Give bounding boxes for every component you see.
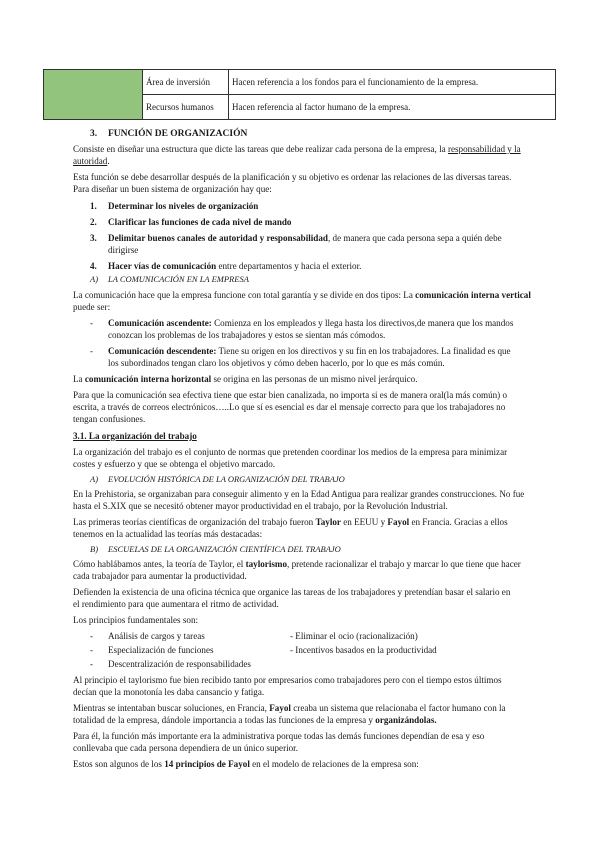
principle-item: Análisis de cargos y tareas bbox=[108, 631, 205, 641]
principle-item: - Incentivos basados en la productividad bbox=[290, 645, 437, 655]
paragraph-line: Para él, la función más importante era la administrativa porque todas las demás funciones dependían de esa y eso bbox=[73, 731, 485, 741]
text-span: en Francia. Gracias a ellos bbox=[411, 517, 508, 527]
step-number: 2. bbox=[90, 217, 97, 227]
step-number: 1. bbox=[90, 201, 97, 211]
paragraph-line: cada trabajador para aumentar la productividad. bbox=[73, 571, 247, 581]
paragraph-line bbox=[73, 290, 531, 301]
bullet-dash: - bbox=[90, 346, 93, 356]
paragraph-line: En la Prehistoria, se organizaban para conseguir alimento y en la Edad Antigua para realizar grandes construcciones. No fue bbox=[73, 489, 525, 499]
text-span: Comunicación ascendente: bbox=[108, 318, 212, 328]
text-span: , pretende racionalizar el trabajo y marcar lo que tiene que hacer bbox=[287, 559, 521, 569]
subheading: LA COMUNICACIÓN EN LA EMPRESA bbox=[108, 274, 249, 284]
text-span: Mientras se intentaban buscar soluciones, en Francia, bbox=[73, 703, 267, 713]
paragraph-line: Al principio el taylorismo fue bien recibido tanto por empresarios como trabajadores pero con el tiempo estos últimos bbox=[73, 675, 502, 685]
bullet-text bbox=[108, 318, 513, 329]
section-number: 3. bbox=[90, 129, 98, 139]
text-span: organizándolas. bbox=[375, 715, 437, 725]
text-span: en EEUU y bbox=[343, 517, 386, 527]
paragraph-line: el rendimiento para que aumentara el ritmo de actividad. bbox=[73, 599, 279, 609]
paragraph-line: decían que la monotonía les daba cansancio y fatiga. bbox=[73, 687, 265, 697]
text-span: Tiene su origen en los directivos y su fin en los trabajadores. La finalidad es que bbox=[216, 346, 511, 356]
text-span: La bbox=[73, 374, 83, 384]
bullet-text: los subordinados tengan claro los objetivos y cómo deben hacerlo, por lo que es más común. bbox=[108, 358, 445, 368]
subheading: EVOLUCIÓN HISTÓRICA DE LA ORGANIZACIÓN DEL TRABAJO bbox=[108, 474, 345, 484]
principle-item: Especialización de funciones bbox=[108, 645, 214, 655]
paragraph-line bbox=[73, 517, 508, 528]
text-span: Cómo hablábamos antes, la teoría de Taylor, el bbox=[73, 559, 244, 569]
paragraph-line: Esta función se debe desarrollar después de la planificación y su objetivo es ordenar las relaciones de las diversas tareas. bbox=[73, 172, 512, 182]
subheading-letter: A) bbox=[90, 474, 99, 484]
step-number: 3. bbox=[90, 233, 97, 243]
text-span: taylorismo bbox=[245, 559, 288, 569]
subheading-letter: B) bbox=[90, 544, 99, 554]
text-span: La comunicación hace que la empresa funcione con total garantía y se divide en dos tipos: La bbox=[73, 290, 413, 300]
paragraph-line: conllevaba que cada persona dependiera de un único superior. bbox=[73, 743, 298, 753]
text-span: autoridad bbox=[73, 156, 108, 166]
text-span: Las primeras teorías científicas de organización del trabajo fueron bbox=[73, 517, 314, 527]
table-cell-area: Recursos humanos bbox=[143, 95, 229, 120]
bullet-text bbox=[108, 346, 511, 357]
text-span: responsabilidad y la bbox=[447, 144, 521, 154]
text-span: , de manera que cada persona sepa a quién debe bbox=[327, 233, 502, 243]
text-span: Estos son algunos de los bbox=[73, 759, 162, 769]
text-span: Comunicación descendente: bbox=[108, 346, 217, 356]
paragraph-line: Para diseñar un buen sistema de organización hay que: bbox=[73, 184, 272, 194]
paragraph-line bbox=[73, 144, 521, 155]
subheading: ESCUELAS DE LA ORGANIZACIÓN CIENTÍFICA DEL TRABAJO bbox=[108, 544, 341, 554]
text-span: Delimitar buenos canales de autoridad y responsabilidad bbox=[108, 233, 328, 243]
text-span: se origina en las personas de un mismo nivel jerárquico. bbox=[213, 374, 418, 384]
text-span: Hacer vías de comunicación bbox=[108, 261, 217, 271]
paragraph-line: Defienden la existencia de una oficina técnica que organice las tareas de los trabajadores y pretendían basar el salario en bbox=[73, 587, 511, 597]
text-span: 14 principios de Fayol bbox=[164, 759, 250, 769]
paragraph-line: Para que la comunicación sea efectiva tiene que estar bien canalizada, no importa si es de manera oral(la más común) o bbox=[73, 390, 508, 400]
paragraph-line: costes y esfuerzo y que se obtenga el objetivo marcado. bbox=[73, 459, 276, 469]
table-cell-desc: Hacen referencia al factor humano de la empresa. bbox=[229, 95, 556, 120]
bullet-dash: - bbox=[90, 659, 93, 669]
subsection-title: 3.1. La organización del trabajo bbox=[73, 431, 197, 441]
step-text: dirigirse bbox=[108, 245, 139, 255]
paragraph-line bbox=[73, 156, 110, 167]
text-span: comunicación interna horizontal bbox=[84, 374, 212, 384]
table-cell-desc: Hacen referencia a los fondos para el funcionamiento de la empresa. bbox=[229, 70, 556, 95]
bullet-dash: - bbox=[90, 318, 93, 328]
text-span: Taylor bbox=[315, 517, 341, 527]
principle-item: - Eliminar el ocio (racionalización) bbox=[290, 631, 418, 641]
paragraph-line bbox=[73, 759, 419, 770]
paragraph-line: escrita, a través de correos electrónicos…..Lo que sí es esencial es dar el mensaje correcto para que los trabajadores no bbox=[73, 402, 506, 412]
text-span: Fayol bbox=[387, 517, 410, 527]
paragraph-line: hasta el S.XIX que se necesitó obtener mayor productividad en el trabajo, por la Revolución Industrial. bbox=[73, 501, 448, 511]
step-text bbox=[108, 261, 361, 272]
text-span: totalidad de la empresa, dándole importancia a todas las funciones de la empresa y bbox=[73, 715, 373, 725]
paragraph-line: La organización del trabajo es el conjunto de normas que pretenden coordinar los medios de la empresa para minimizar bbox=[73, 447, 508, 457]
step-text: Clarificar las funciones de cada nivel de mando bbox=[108, 217, 292, 227]
bullet-dash: - bbox=[90, 631, 93, 641]
text-span: en el modelo de relaciones de la empresa son: bbox=[252, 759, 419, 769]
paragraph-line bbox=[73, 374, 418, 385]
paragraph-line: Los principios fundamentales son: bbox=[73, 615, 199, 625]
table-cell-area: Área de inversión bbox=[143, 70, 229, 95]
text-span: Comienza en los empleados y llega hasta los directivos,de manera que los mandos bbox=[211, 318, 514, 328]
step-text: Determinar los niveles de organización bbox=[108, 201, 259, 211]
paragraph-line: tenemos en la actualidad las teorías más destacadas: bbox=[73, 529, 263, 539]
paragraph-line bbox=[73, 559, 521, 570]
bullet-text: conozcan los problemas de los trabajadores y estos se sientan más cómodos. bbox=[108, 330, 386, 340]
green-category-cell bbox=[44, 70, 143, 120]
table-row bbox=[44, 70, 556, 95]
paragraph-line bbox=[73, 703, 506, 714]
text-span: entre departamentos y hacia el exterior. bbox=[216, 261, 362, 271]
step-number: 4. bbox=[90, 261, 97, 271]
text-span: Fayol bbox=[269, 703, 291, 713]
principle-item: Descentralización de responsabilidades bbox=[108, 659, 251, 669]
paragraph-line: puede ser: bbox=[73, 302, 111, 312]
text-span: Consiste en diseñar una estructura que dicte las tareas que debe realizar cada persona de la empresa, la bbox=[73, 144, 446, 154]
resources-table bbox=[43, 69, 556, 120]
paragraph-line bbox=[73, 715, 437, 726]
text-span: . bbox=[107, 156, 110, 166]
paragraph-line: tengan confusiones. bbox=[73, 414, 146, 424]
text-span: comunicación interna vertical bbox=[415, 290, 531, 300]
bullet-dash: - bbox=[90, 645, 93, 655]
step-text bbox=[108, 233, 502, 244]
subheading-letter: A) bbox=[90, 274, 99, 284]
section-title: FUNCIÓN DE ORGANIZACIÓN bbox=[108, 129, 248, 139]
text-span: creaba un sistema que relacionaba el factor humano con la bbox=[293, 703, 506, 713]
